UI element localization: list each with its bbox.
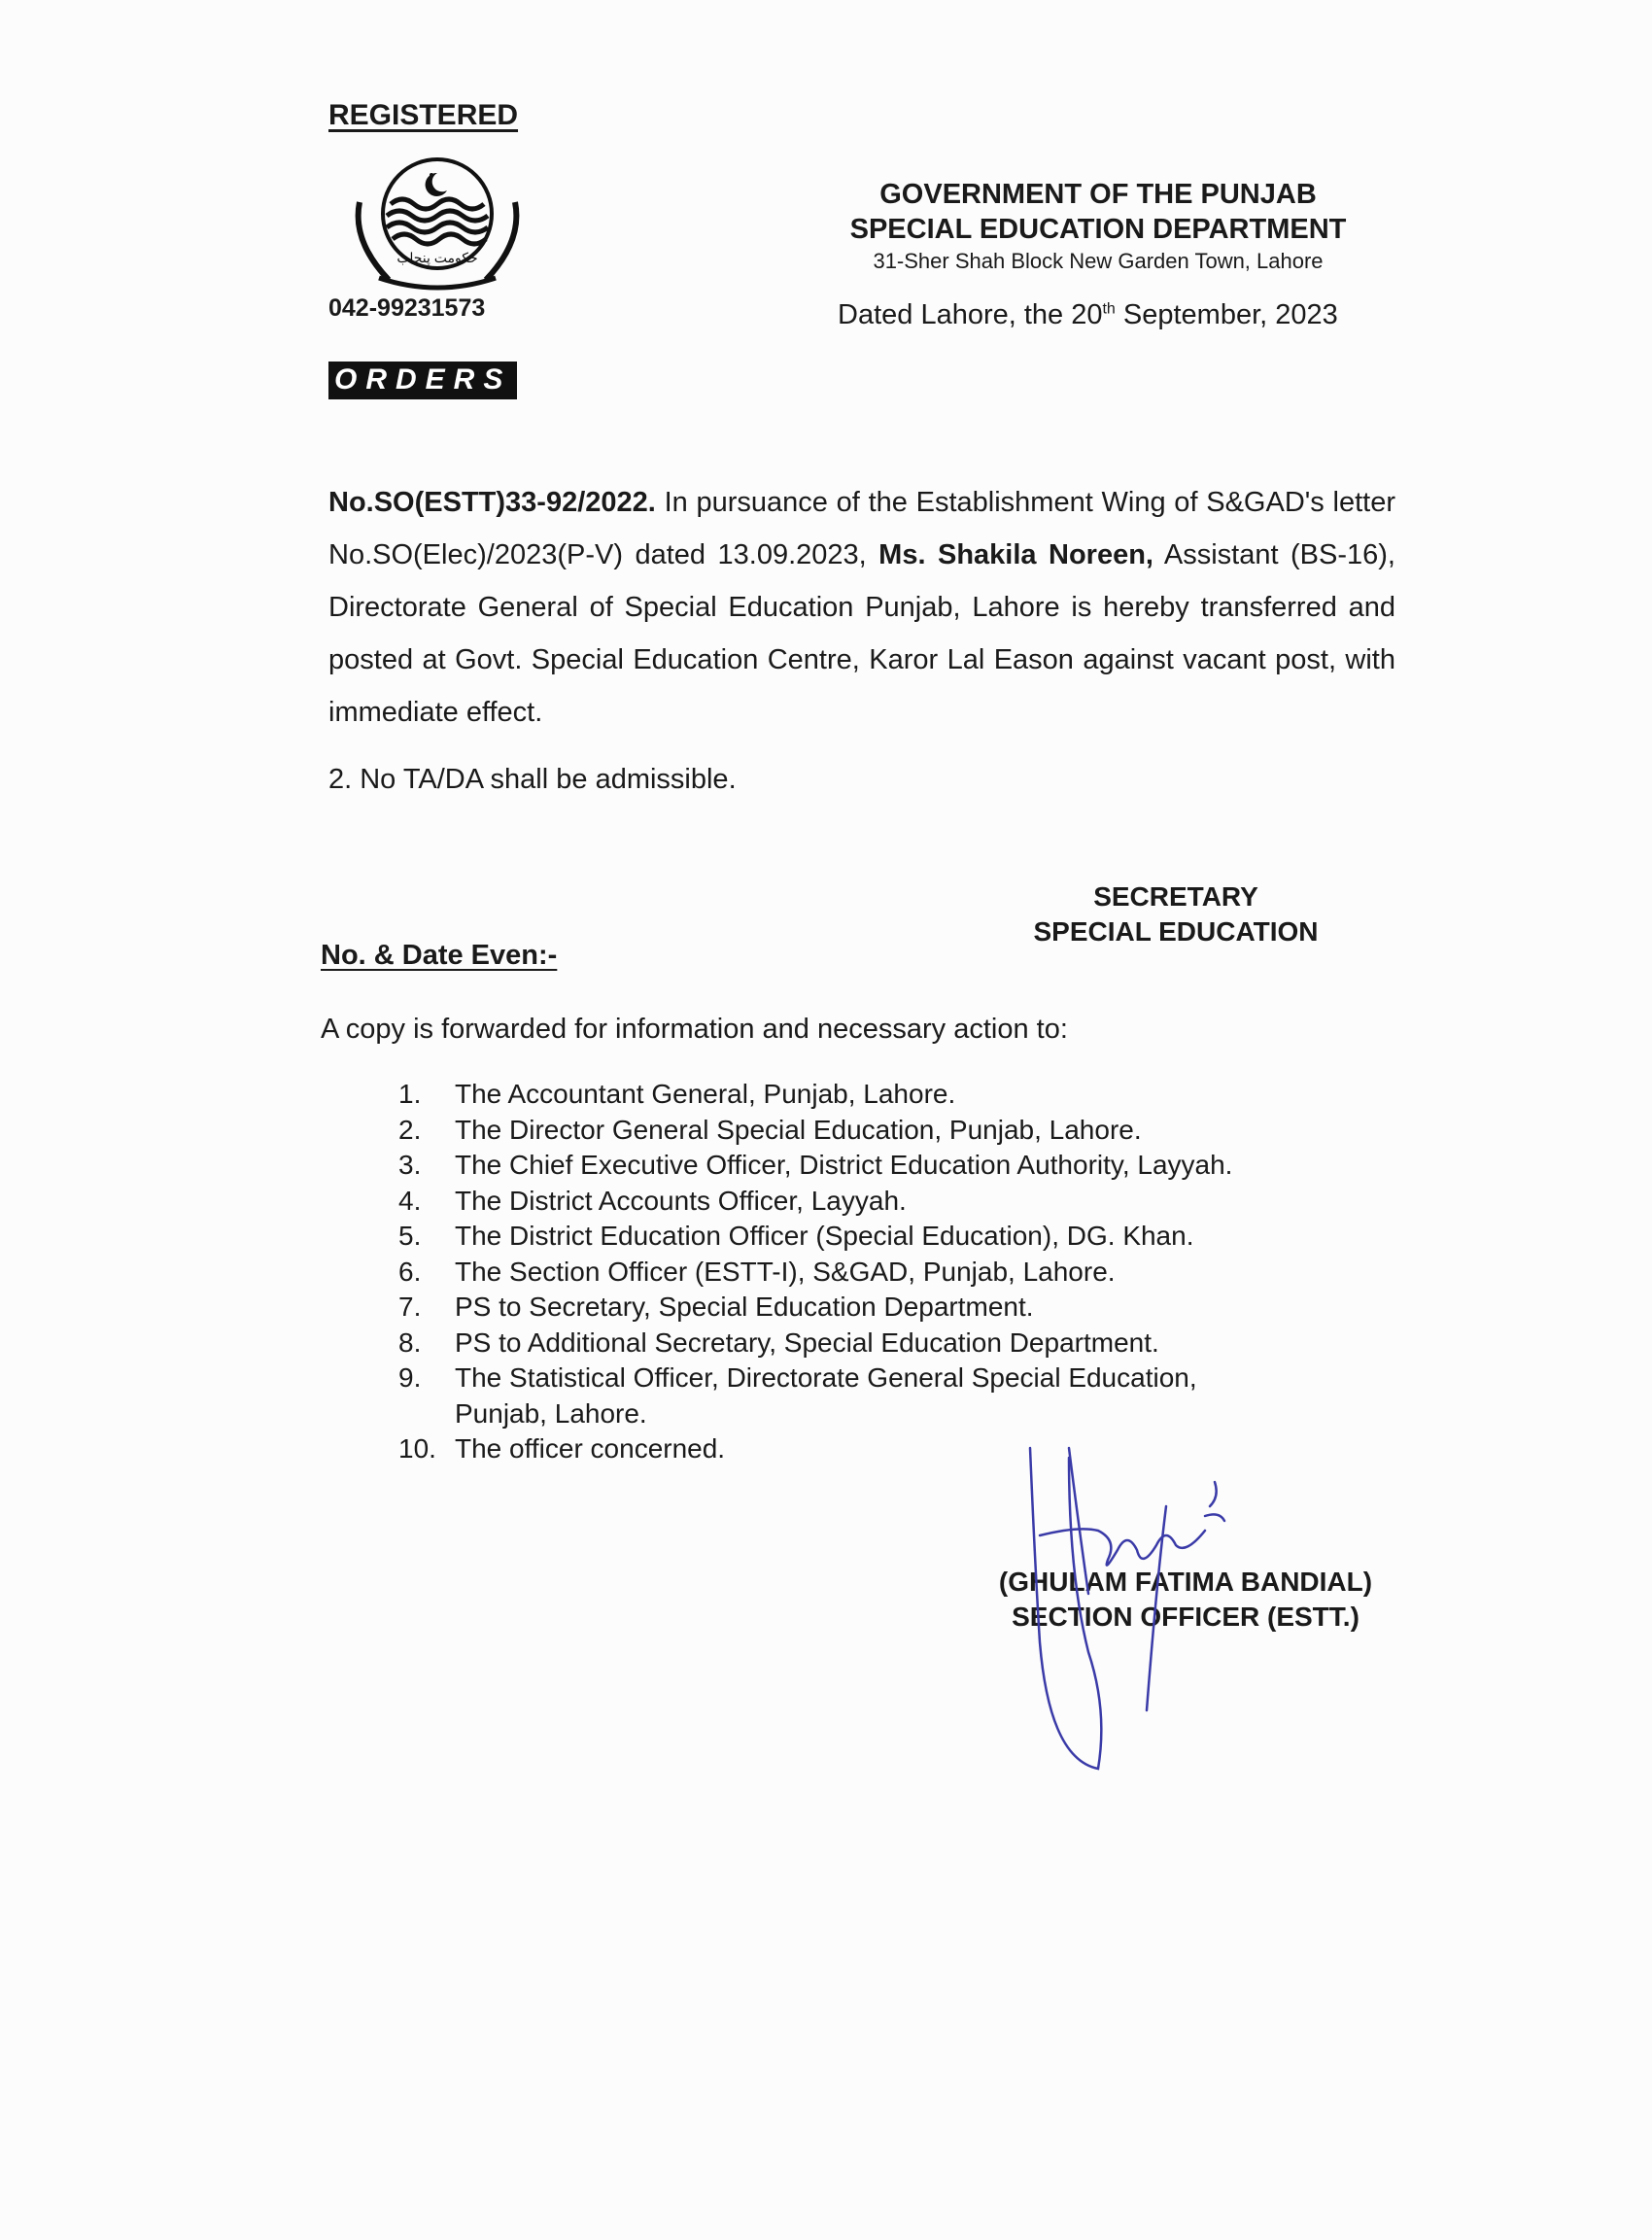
order-paragraph (328, 476, 1395, 739)
item-number: 1. (398, 1079, 422, 1109)
item-text: The Statistical Officer, Directorate General Special Education, (455, 1362, 1197, 1393)
handwritten-signature (1011, 1429, 1263, 1778)
list-item (398, 1077, 1232, 1113)
list-item (398, 1255, 1232, 1291)
order-text-2: Assistant (BS-16), Directorate General of Special Education Punjab, Lahore is hereby transferred and posted at Govt. Special Education Centre, Karor Lal Eason against vacant post, with immediate effect. (328, 539, 1395, 728)
item-text: PS to Additional Secretary, Special Education Department. (455, 1327, 1159, 1358)
item-number: 7. (398, 1292, 422, 1322)
item-number: 5. (398, 1221, 422, 1251)
secretary-title: SECRETARY (1093, 881, 1258, 912)
order-number: No.SO(ESTT)33-92/2022. (328, 487, 656, 518)
item-text: The Chief Executive Officer, District Education Authority, Layyah. (455, 1150, 1233, 1180)
orders-label: ORDERS (328, 362, 517, 399)
signatory-title: SECTION OFFICER (ESTT.) (1012, 1602, 1359, 1632)
item-number: 10. (398, 1433, 436, 1464)
department-address: 31-Sher Shah Block New Garden Town, Lahore (873, 249, 1324, 273)
list-item (398, 1219, 1232, 1255)
document-date (838, 299, 1338, 331)
secretary-department: SPECIAL EDUCATION (1033, 916, 1319, 947)
copy-intro: A copy is forwarded for information and necessary action to: (321, 1014, 1068, 1045)
item-text: Punjab, Lahore. (455, 1397, 647, 1429)
item-number: 6. (398, 1256, 422, 1287)
item-text: The District Accounts Officer, Layyah. (455, 1185, 907, 1216)
secretary-block (972, 879, 1380, 949)
list-item (398, 1113, 1232, 1149)
list-item (398, 1184, 1232, 1220)
svg-text:حکومت پنجاب: حکومت پنجاب (396, 250, 478, 265)
date-prefix: Dated Lahore, the 20 (838, 299, 1103, 330)
item-number (398, 1396, 455, 1432)
government-title: GOVERNMENT OF THE PUNJAB (879, 179, 1317, 210)
item-number: 4. (398, 1185, 422, 1216)
date-ordinal: th (1102, 300, 1116, 318)
item-number: 3. (398, 1150, 422, 1180)
registered-label: REGISTERED (328, 99, 519, 131)
phone-number: 042-99231573 (328, 294, 486, 322)
tada-clause: 2. No TA/DA shall be admissible. (328, 764, 737, 795)
item-text: PS to Secretary, Special Education Department. (455, 1292, 1034, 1322)
item-text: The District Education Officer (Special Education), DG. Khan. (455, 1221, 1194, 1251)
department-title: SPECIAL EDUCATION DEPARTMENT (849, 214, 1347, 245)
employee-name: Ms. Shakila Noreen, (878, 539, 1153, 570)
item-text: The Director General Special Education, Punjab, Lahore. (455, 1114, 1142, 1145)
list-item (398, 1396, 1232, 1432)
item-text: The Section Officer (ESTT-I), S&GAD, Punjab, Lahore. (455, 1256, 1116, 1287)
item-number: 9. (398, 1362, 422, 1393)
copy-heading: No. & Date Even:- (321, 940, 558, 971)
distribution-list (398, 1077, 1232, 1467)
item-number: 8. (398, 1327, 422, 1358)
letterhead (797, 177, 1399, 276)
list-item (398, 1326, 1232, 1361)
order-text-1: In pursuance of the Establishment Wing of S&GAD's letter No.SO(Elec)/2023(P-V) dated 13.09.2023, (328, 487, 1395, 570)
item-text: The Accountant General, Punjab, Lahore. (455, 1079, 956, 1109)
date-suffix: September, 2023 (1115, 299, 1338, 330)
list-item (398, 1290, 1232, 1326)
list-item (398, 1148, 1232, 1184)
signatory-name: (GHULAM FATIMA BANDIAL) (998, 1567, 1373, 1597)
item-number: 2. (398, 1114, 422, 1145)
item-text: The officer concerned. (455, 1433, 726, 1464)
list-item (398, 1361, 1232, 1396)
punjab-government-logo (340, 154, 534, 294)
